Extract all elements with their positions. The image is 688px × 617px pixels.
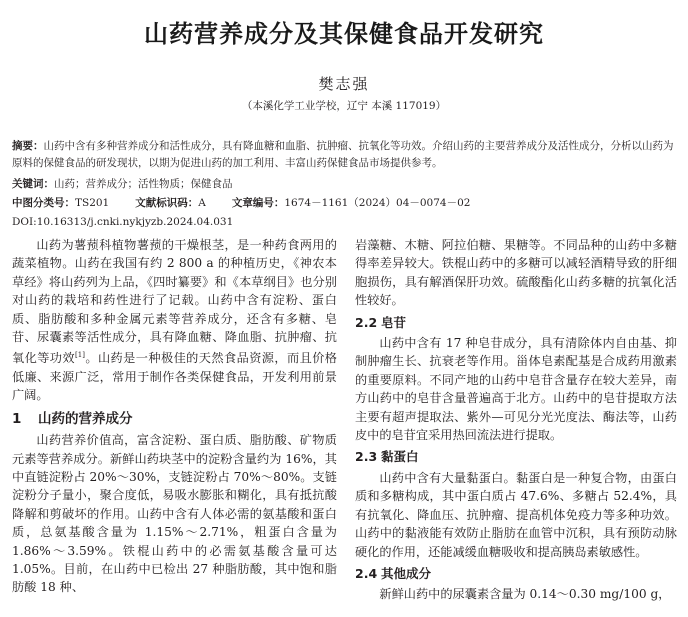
section-number: 1 <box>12 410 22 427</box>
keywords-label: 关键词： <box>12 178 54 190</box>
keywords-text: 山药；营养成分；活性物质；保健食品 <box>54 178 233 190</box>
citation-ref: [1] <box>75 351 85 360</box>
clc-value: TS201 <box>75 197 110 209</box>
saponin-paragraph: 山药中含有 17 种皂苷成分，具有清除体内自由基、抑制肿瘤生长、抗衰老等作用。甾体皂素配基是合成药用激素的重要原料。不同产地的山药中皂苷含量存在较大差异，南方山药中的皂苷含量普遍高于北方。山药中的皂苷提取方法主要有超声提取法、紫外—可见分光光度法、酶法等，山药皮中的皂苷宜采用热回流法进行提取。 <box>355 336 677 443</box>
section-heading-1 <box>12 410 337 428</box>
section-title: 山药的营养成分 <box>38 410 133 427</box>
subsection-number: 2.3 <box>355 449 378 465</box>
article-number-label: 文章编号： <box>231 197 285 209</box>
paper-title: 山药营养成分及其保健食品开发研究 <box>144 20 544 48</box>
subsection-number: 2.4 <box>355 565 378 581</box>
subsection-heading-2-2 <box>355 314 677 332</box>
subsection-title: 黏蛋白 <box>381 449 419 465</box>
abstract-label: 摘要： <box>12 140 44 152</box>
other-components-paragraph: 新鲜山药中的尿囊素含量为 0.14～0.30 mg/100 g， <box>379 587 671 602</box>
intro-text-end: 。山药是一种极佳的天然食品资源，而且价格低廉、来源广泛，常用于制作各类保健食品，开发利用前景广阔。 <box>12 351 337 403</box>
left-column <box>12 236 337 597</box>
doi: DOI:10.16313/j.cnki.nykjyzb.2024.04.031 <box>12 216 234 228</box>
polysaccharide-paragraph-end: 岩藻糖、木糖、阿拉伯糖、果糖等。不同品种的山药中多糖得率差异较大。铁棍山药中的多糖可以减轻酒精导致的肝细胞损伤，具有解酒保肝功效。硫酸酯化山药多糖的抗氧化活性较好。 <box>355 238 677 308</box>
classification-line <box>12 195 676 212</box>
mucoprotein-paragraph: 山药中含有大量黏蛋白。黏蛋白是一种复合物，由蛋白质和多糖构成，其中蛋白质占 47.6%、多糖占 52.4%，具有抗氧化、降血压、抗肿瘤、提高机体免疫力等多种功效。山药中的黏液能有效防止脂肪在血管中沉积，具有预防动脉硬化的作用，还能减缓血糖吸收和提高胰岛素敏感性。 <box>355 470 677 559</box>
section-1-paragraph: 山药营养价值高，富含淀粉、蛋白质、脂肪酸、矿物质元素等营养成分。新鲜山药块茎中的淀粉含量约为 16%，其中直链淀粉占 20%～30%，支链淀粉占 70%～80%。支链淀粉分子量小，聚合度低，易吸水膨胀和糊化，具有抵抗酸降解和剪破坏的作用。山药中含有人体必需的氨基酸和蛋白质，总氨基酸含量为 1.15%～2.71%，粗蛋白含量为 1.86%～3.59%。铁棍山药中的必需氨基酸含量可达 1.05%。目前，在山药中已检出 27 种脂肪酸，其中饱和脂肪酸 18 种、 <box>12 433 337 595</box>
keywords <box>12 176 676 193</box>
abstract-text: 山药中含有多种营养成分和活性成分，具有降血糖和血脂、抗肿瘤、抗氧化等功效。介绍山药的主要营养成分及活性成分，分析以山药为原料的保健食品的研发现状，以期为促进山药的加工利用、丰富山药保健食品市场提供参考。 <box>12 140 674 169</box>
abstract <box>12 138 676 172</box>
subsection-heading-2-3 <box>355 448 677 466</box>
subsection-heading-2-4 <box>355 565 677 583</box>
intro-paragraph <box>12 236 337 405</box>
right-column <box>355 236 677 604</box>
author-affiliation: （本溪化学工业学校，辽宁 本溪 117019） <box>241 100 447 112</box>
doc-code-value: A <box>198 197 206 209</box>
subsection-title: 其他成分 <box>381 565 432 581</box>
doc-code-label: 文献标识码： <box>135 197 199 209</box>
clc-label: 中图分类号： <box>12 197 75 209</box>
author-name: 樊志强 <box>318 75 370 93</box>
intro-text: 山药为薯蓣科植物薯蓣的干燥根茎，是一种药食两用的蔬菜植物。山药在我国有约 2 800 a 的种植历史，《神农本草经》将山药列为上品，《四时纂要》和《本草纲目》也分别对山药的栽培和药性进行了记载。山药中含有淀粉、蛋白质、脂肪酸和多种金属元素等营养成分，还含有多糖、皂苷、尿囊素等活性成分，具有降血糖、降血脂、抗肿瘤、抗氧化等功效 <box>12 238 337 366</box>
subsection-title: 皂苷 <box>381 314 407 330</box>
subsection-number: 2.2 <box>355 314 378 330</box>
article-number-value: 1674－1161（2024）04－0074－02 <box>284 197 471 209</box>
